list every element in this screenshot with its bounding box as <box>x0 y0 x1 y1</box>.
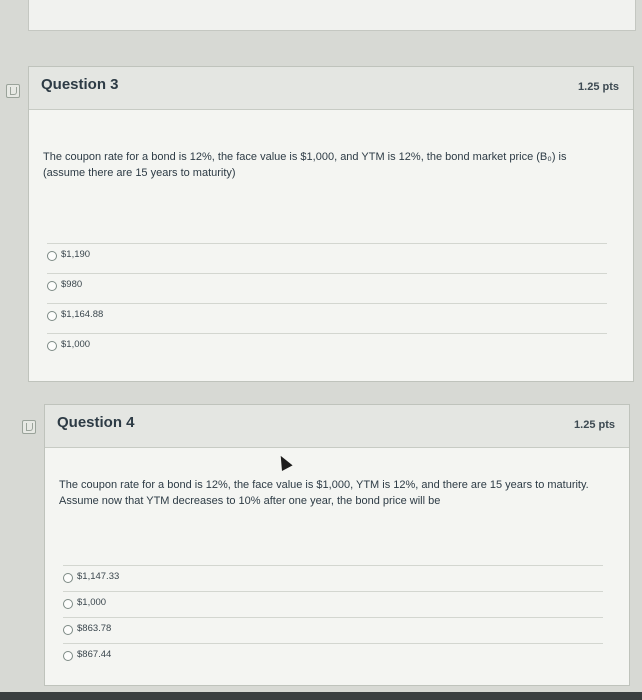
radio-button[interactable] <box>47 341 57 351</box>
answer-label: $867.44 <box>77 649 112 660</box>
radio-button[interactable] <box>47 311 57 321</box>
answer-option[interactable] <box>63 617 603 641</box>
flag-question-icon[interactable] <box>6 84 20 98</box>
answer-label: $863.78 <box>77 623 112 634</box>
question-header <box>29 67 633 110</box>
answer-option[interactable] <box>47 333 607 357</box>
question-title: Question 4 <box>57 414 135 431</box>
previous-question-card <box>28 0 636 31</box>
question-text: The coupon rate for a bond is 12%, the face value is $1,000, YTM is 12%, and there are 15 years to maturity. Assume now that YTM decreases to 10% after one year, the bond price will be <box>59 479 589 507</box>
answer-option[interactable] <box>47 243 607 267</box>
answer-label: $980 <box>61 279 83 290</box>
radio-button[interactable] <box>63 625 73 635</box>
screen-bottom-edge <box>0 692 642 700</box>
answer-label: $1,164.88 <box>61 309 104 320</box>
radio-button[interactable] <box>63 573 73 583</box>
answer-label: $1,190 <box>61 249 91 260</box>
question-title: Question 3 <box>41 76 119 93</box>
answer-option[interactable] <box>47 303 607 327</box>
answer-option[interactable] <box>63 643 603 667</box>
flag-question-icon[interactable] <box>22 420 36 434</box>
question-text: The coupon rate for a bond is 12%, the face value is $1,000, and YTM is 12%, the bond market price (B₀) is (assume there are 15 years to maturity) <box>43 151 567 179</box>
answer-label: $1,000 <box>61 339 91 350</box>
question-card-4 <box>44 404 630 686</box>
radio-button[interactable] <box>63 651 73 661</box>
question-card-3 <box>28 66 634 382</box>
radio-button[interactable] <box>63 599 73 609</box>
question-points: 1.25 pts <box>574 419 615 431</box>
radio-button[interactable] <box>47 281 57 291</box>
question-points: 1.25 pts <box>578 81 619 93</box>
question-header <box>45 405 629 448</box>
answer-label: $1,000 <box>77 597 107 608</box>
answer-option[interactable] <box>63 591 603 615</box>
answer-label: $1,147.33 <box>77 571 120 582</box>
radio-button[interactable] <box>47 251 57 261</box>
answer-option[interactable] <box>63 565 603 589</box>
answer-option[interactable] <box>47 273 607 297</box>
